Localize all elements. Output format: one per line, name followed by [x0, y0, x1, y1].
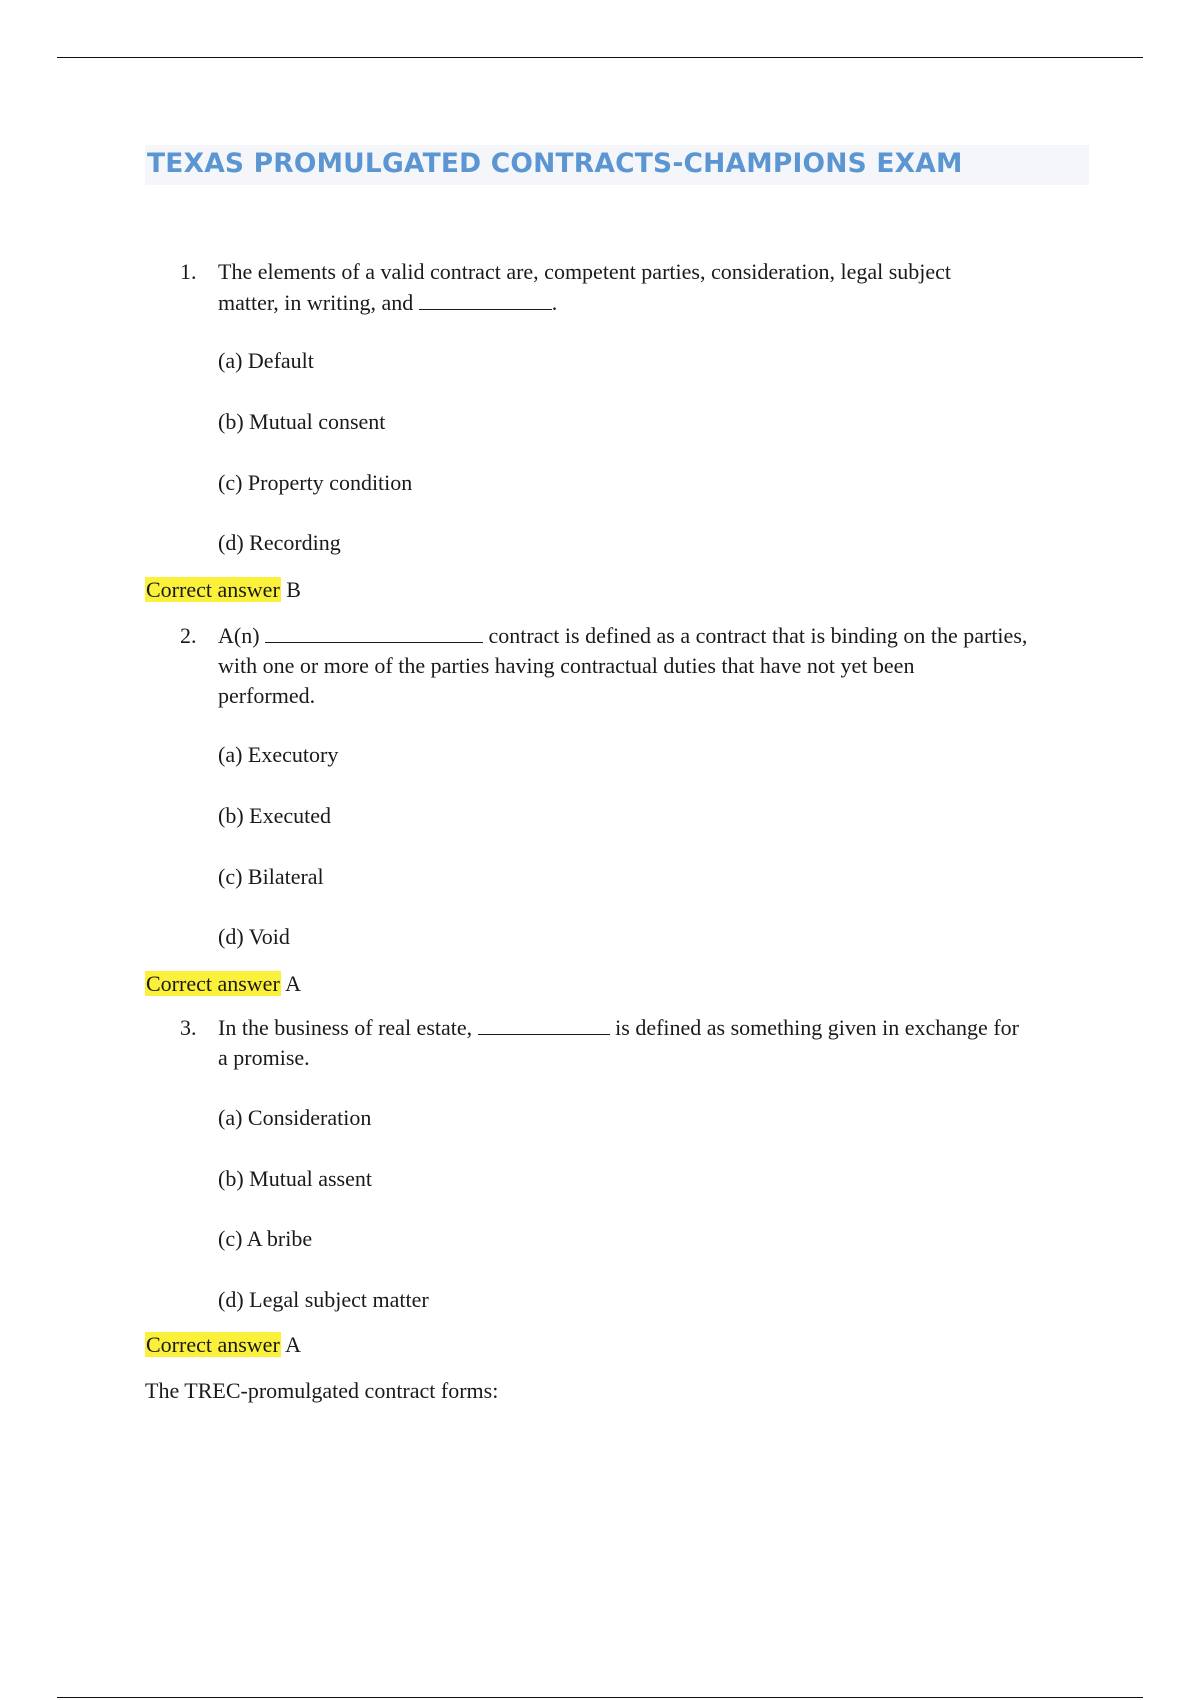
- correct-answer: [145, 575, 301, 605]
- question-text: .: [551, 290, 558, 315]
- correct-answer-value: B: [286, 577, 301, 602]
- footer-rule: [57, 1697, 1143, 1698]
- option-b: (b) Mutual assent: [218, 1166, 372, 1191]
- option-d: (d) Legal subject matter: [218, 1287, 429, 1312]
- option-a: (a) Executory: [218, 742, 339, 767]
- question-text-line: [218, 1013, 1019, 1043]
- question-text-line: [218, 288, 557, 318]
- option-b: (b) Executed: [218, 803, 331, 828]
- answer-blank: [478, 1016, 610, 1035]
- section-intro-text: The TREC-promulgated contract forms:: [145, 1378, 499, 1403]
- question-text: performed.: [218, 683, 316, 708]
- correct-answer: [145, 969, 301, 999]
- correct-answer-label: Correct answer: [146, 577, 280, 602]
- question-text: a promise.: [218, 1045, 310, 1070]
- question-text: The elements of a valid contract are, competent parties, consideration, legal subject: [218, 259, 952, 284]
- option-d: (d) Recording: [218, 530, 341, 555]
- question-number: 3.: [180, 1015, 197, 1040]
- question-text-line: [218, 621, 1027, 651]
- document-title: TEXAS PROMULGATED CONTRACTS-CHAMPIONS EXAM: [147, 148, 963, 179]
- question-number: 1.: [180, 259, 197, 284]
- question-number: 2.: [180, 623, 197, 648]
- correct-answer-value: A: [285, 971, 301, 996]
- question-text-line: [218, 1043, 310, 1073]
- correct-answer-label: Correct answer: [146, 971, 280, 996]
- correct-answer-value: A: [285, 1332, 301, 1357]
- question-text-line: [218, 651, 914, 681]
- question-text: contract is defined as a contract that is binding on the parties,: [483, 623, 1028, 648]
- option-c: (c) Bilateral: [218, 864, 324, 889]
- question-text: A(n): [218, 623, 266, 648]
- option-a: (a) Default: [218, 348, 314, 373]
- question-text-line: [218, 257, 951, 287]
- option-c: (c) Property condition: [218, 470, 413, 495]
- header-rule: [57, 57, 1143, 58]
- option-a: (a) Consideration: [218, 1105, 372, 1130]
- question-text: In the business of real estate,: [218, 1015, 478, 1040]
- answer-blank: [419, 291, 552, 310]
- question-text-line: [218, 681, 315, 711]
- correct-answer: [145, 1330, 301, 1360]
- option-d: (d) Void: [218, 924, 290, 949]
- option-b: (b) Mutual consent: [218, 409, 386, 434]
- option-c: (c) A bribe: [218, 1226, 313, 1251]
- question-text: matter, in writing, and: [218, 290, 419, 315]
- answer-blank: [265, 624, 483, 643]
- question-text: with one or more of the parties having contractual duties that have not yet been: [218, 653, 915, 678]
- question-text: is defined as something given in exchange for: [609, 1015, 1019, 1040]
- correct-answer-label: Correct answer: [146, 1332, 280, 1357]
